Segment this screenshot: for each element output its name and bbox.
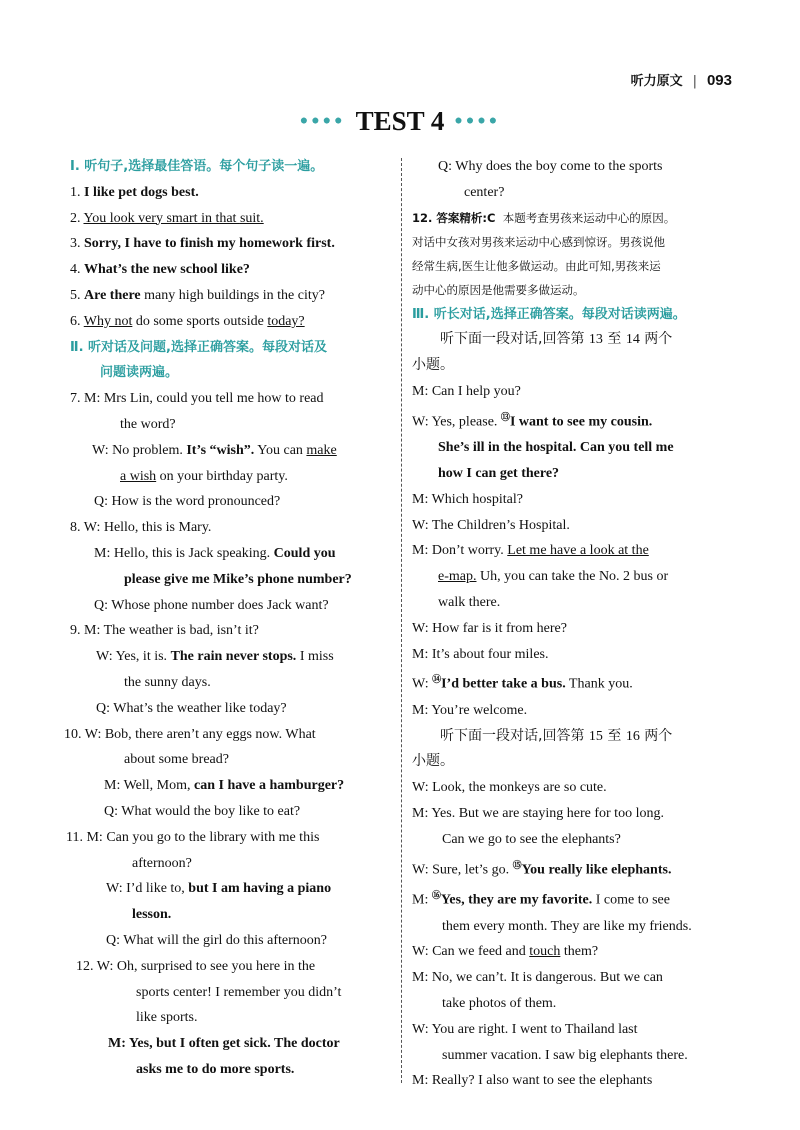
d1-line: M: You’re welcome. — [412, 702, 528, 718]
item-text: many high buildings in the city? — [140, 287, 325, 303]
d2-line — [412, 883, 730, 913]
item-text: today? — [267, 313, 305, 329]
d2-line: take photos of them. — [442, 995, 557, 1011]
text: I’d better take a bus. — [441, 677, 566, 693]
text: W: Can we feed and — [412, 944, 530, 960]
text: 两个 — [639, 727, 673, 744]
item-1 — [70, 180, 395, 206]
note-text: 动中心的原因是他需要多做运动。 — [412, 282, 585, 297]
d2-line: W: Look, the monkeys are so cute. — [412, 780, 607, 796]
text: Thank you. — [565, 677, 633, 693]
d2-line: M: No, we can’t. It is dangerous. But we can — [412, 970, 663, 986]
d2-line: W: You are right. I went to Thailand last — [412, 1021, 638, 1037]
text: 两个 — [639, 331, 673, 348]
d2-line: summer vacation. I saw big elephants there. — [442, 1047, 688, 1063]
item-number: 4. — [70, 262, 81, 278]
note-text: 对话中女孩对男孩来运动中心感到惊讶。男孩说他 — [412, 234, 665, 249]
item-text: do some sports outside — [132, 313, 268, 329]
text: M: Hello, this is Jack speaking. — [94, 545, 274, 561]
text: Uh, you can take the No. 2 bus or — [476, 569, 669, 585]
test-title — [0, 106, 800, 137]
item-number: 6. — [70, 313, 81, 329]
text: can I have a hamburger? — [194, 778, 345, 794]
text: You really like elephants. — [521, 862, 672, 878]
q9-q: Q: What’s the weather like today? — [96, 700, 287, 716]
section-2-heading-line2: 问题读两遍。 — [100, 365, 179, 381]
item-number: 2. — [70, 210, 81, 226]
text: W: Sure, let’s go. — [412, 862, 513, 878]
q12-w: 12. W: Oh, surprised to see you here in the — [76, 958, 316, 974]
item-4 — [70, 257, 395, 283]
d2-line: M: Really? I also want to see the elephants — [412, 1073, 653, 1089]
q11-w — [70, 876, 395, 902]
text: W: No problem. — [92, 442, 187, 458]
text: W: — [412, 677, 433, 693]
text: I want to see my cousin. — [509, 414, 653, 430]
text: 至 — [602, 331, 626, 348]
d1-line: walk there. — [438, 595, 501, 611]
section-3-heading: Ⅲ. 听长对话,选择正确答案。每段对话读两遍。 — [412, 306, 686, 322]
page-header — [631, 70, 732, 89]
d2-line: them every month. They are like my friends. — [442, 918, 692, 934]
text: a wish — [120, 468, 157, 484]
section-1-heading: Ⅰ. 听句子,选择最佳答语。每个句子读一遍。 — [70, 159, 324, 174]
dialogue-2-intro — [412, 724, 730, 750]
q8-m — [70, 541, 395, 567]
text: W: Yes, it is. — [96, 649, 171, 665]
left-column — [64, 154, 395, 1083]
d1-line: M: Which hospital? — [412, 491, 523, 507]
q11-m-cont: afternoon? — [132, 855, 192, 871]
section-2-heading-line1: Ⅱ. 听对话及问题,选择正确答案。每段对话及 — [70, 339, 327, 355]
item-5 — [70, 283, 395, 309]
item-number: 1. — [70, 184, 81, 200]
header-section: 听力原文 — [630, 74, 683, 89]
text: ⑬ — [500, 411, 510, 422]
item-2 — [70, 206, 395, 232]
column-divider — [401, 158, 402, 1083]
text: I miss — [296, 649, 334, 665]
text: ⑯ — [431, 890, 441, 901]
text: touch — [529, 944, 561, 960]
q11-q: Q: What will the girl do this afternoon? — [106, 932, 327, 948]
q7-q: Q: How is the word pronounced? — [94, 494, 281, 510]
text: M: Well, Mom, — [104, 778, 195, 794]
item-text: in that — [197, 210, 240, 226]
d1-line: how I can get there? — [438, 466, 560, 482]
text: but I am having a piano — [188, 881, 332, 897]
text: It’s “wish”. — [186, 442, 255, 458]
item-number: 3. — [70, 236, 81, 252]
q11-w-cont: lesson. — [132, 907, 172, 923]
q9-w-cont: the sunny days. — [124, 674, 211, 690]
text: 16 — [625, 728, 640, 744]
note-text: 本题考查男孩来运动中心的原因。 — [502, 210, 676, 225]
item-text: suit. — [239, 210, 264, 226]
item-6 — [70, 309, 395, 335]
item-text: I like pet dogs best. — [84, 184, 199, 200]
q7-w — [70, 438, 395, 464]
text: them? — [560, 944, 599, 960]
d1-line: She’s ill in the hospital. Can you tell me — [438, 440, 674, 456]
q12-q-cont: center? — [464, 184, 505, 200]
d1-line: W: The Children’s Hospital. — [412, 517, 570, 533]
text: ⑮ — [512, 859, 522, 870]
item-text: Why not — [83, 313, 133, 329]
answer-label: 12. 答案精析:C — [412, 210, 496, 225]
item-3 — [70, 231, 395, 257]
text: 13 — [588, 332, 603, 348]
d1-line: M: It’s about four miles. — [412, 646, 549, 662]
q10-q: Q: What would the boy like to eat? — [104, 803, 301, 819]
header-separator: | — [692, 74, 697, 89]
d1-line — [412, 405, 730, 435]
q12-w-cont1: sports center! I remember you didn’t — [136, 984, 342, 1000]
text: Could you — [273, 545, 336, 561]
title-dots-right: ●●●● — [454, 113, 501, 129]
text: M: Don’t worry. — [412, 543, 508, 559]
text: 听下面一段对话,回答第 — [440, 727, 589, 744]
text: The rain never stops. — [170, 649, 297, 665]
page-number: 093 — [706, 72, 732, 89]
text: W: I’d like to, — [106, 881, 189, 897]
item-text: Sorry, I have to finish my homework first. — [84, 236, 335, 252]
d1-line — [412, 564, 730, 590]
title-dots-left: ●●●● — [299, 113, 346, 129]
text: ⑭ — [432, 674, 442, 685]
q11-m: 11. M: Can you go to the library with me this — [66, 829, 320, 845]
q12-w-cont2: like sports. — [136, 1010, 198, 1026]
q7-w-cont — [70, 464, 395, 490]
q10-w: 10. W: Bob, there aren’t any eggs now. What — [64, 726, 316, 742]
text: e-map. — [438, 569, 477, 585]
text: M: — [412, 892, 432, 908]
q10-w-cont: about some bread? — [124, 752, 229, 768]
q9-w — [70, 644, 395, 670]
d2-line — [412, 939, 730, 965]
d2-line: M: Yes. But we are staying here for too long. — [412, 806, 664, 822]
text: You can — [254, 442, 307, 458]
answer-note-12 — [412, 206, 730, 302]
d1-line — [412, 538, 730, 564]
q8-q: Q: Whose phone number does Jack want? — [94, 597, 329, 613]
item-text: What’s the new school like? — [84, 262, 250, 278]
q8-w: 8. W: Hello, this is Mary. — [70, 520, 212, 536]
d1-line — [412, 667, 730, 697]
text: W: Yes, please. — [412, 414, 501, 430]
text: on your birthday party. — [156, 468, 288, 484]
d2-line: Can we go to see the elephants? — [442, 831, 621, 847]
text: 15 — [588, 728, 603, 744]
q12-m: M: Yes, but I often get sick. The doctor — [108, 1036, 340, 1052]
text: 听下面一段对话,回答第 — [440, 331, 589, 348]
q10-m — [70, 773, 395, 799]
q7-m-cont: the word? — [120, 416, 176, 432]
text: 至 — [602, 727, 626, 744]
q8-m-cont: please give me Mike’s phone number? — [124, 571, 352, 587]
d2-line — [412, 853, 730, 883]
item-number: 5. — [70, 287, 81, 303]
dialogue-1-intro-cont: 小题。 — [412, 357, 454, 374]
right-column — [412, 154, 730, 1094]
d1-line: W: How far is it from here? — [412, 620, 567, 636]
q7-m: 7. M: Mrs Lin, could you tell me how to read — [70, 391, 324, 407]
text: 14 — [625, 332, 640, 348]
q12-q: Q: Why does the boy come to the sports — [438, 159, 663, 174]
text: make — [306, 442, 337, 458]
q9-m: 9. M: The weather is bad, isn’t it? — [70, 623, 259, 639]
item-text: You look very smart — [83, 210, 198, 226]
text: I come to see — [592, 892, 670, 908]
text: Let me have a look at the — [507, 543, 649, 559]
title-text: TEST 4 — [355, 106, 445, 136]
text: Yes, they are my favorite. — [440, 892, 593, 908]
section-2-heading — [70, 335, 395, 387]
dialogue-1-intro — [412, 327, 730, 353]
d1-line: M: Can I help you? — [412, 383, 521, 399]
item-text: Are there — [84, 287, 141, 303]
q12-m-cont: asks me to do more sports. — [136, 1061, 295, 1077]
dialogue-2-intro-cont: 小题。 — [412, 753, 454, 770]
note-text: 经常生病,医生让他多做运动。由此可知,男孩来运 — [412, 258, 661, 273]
